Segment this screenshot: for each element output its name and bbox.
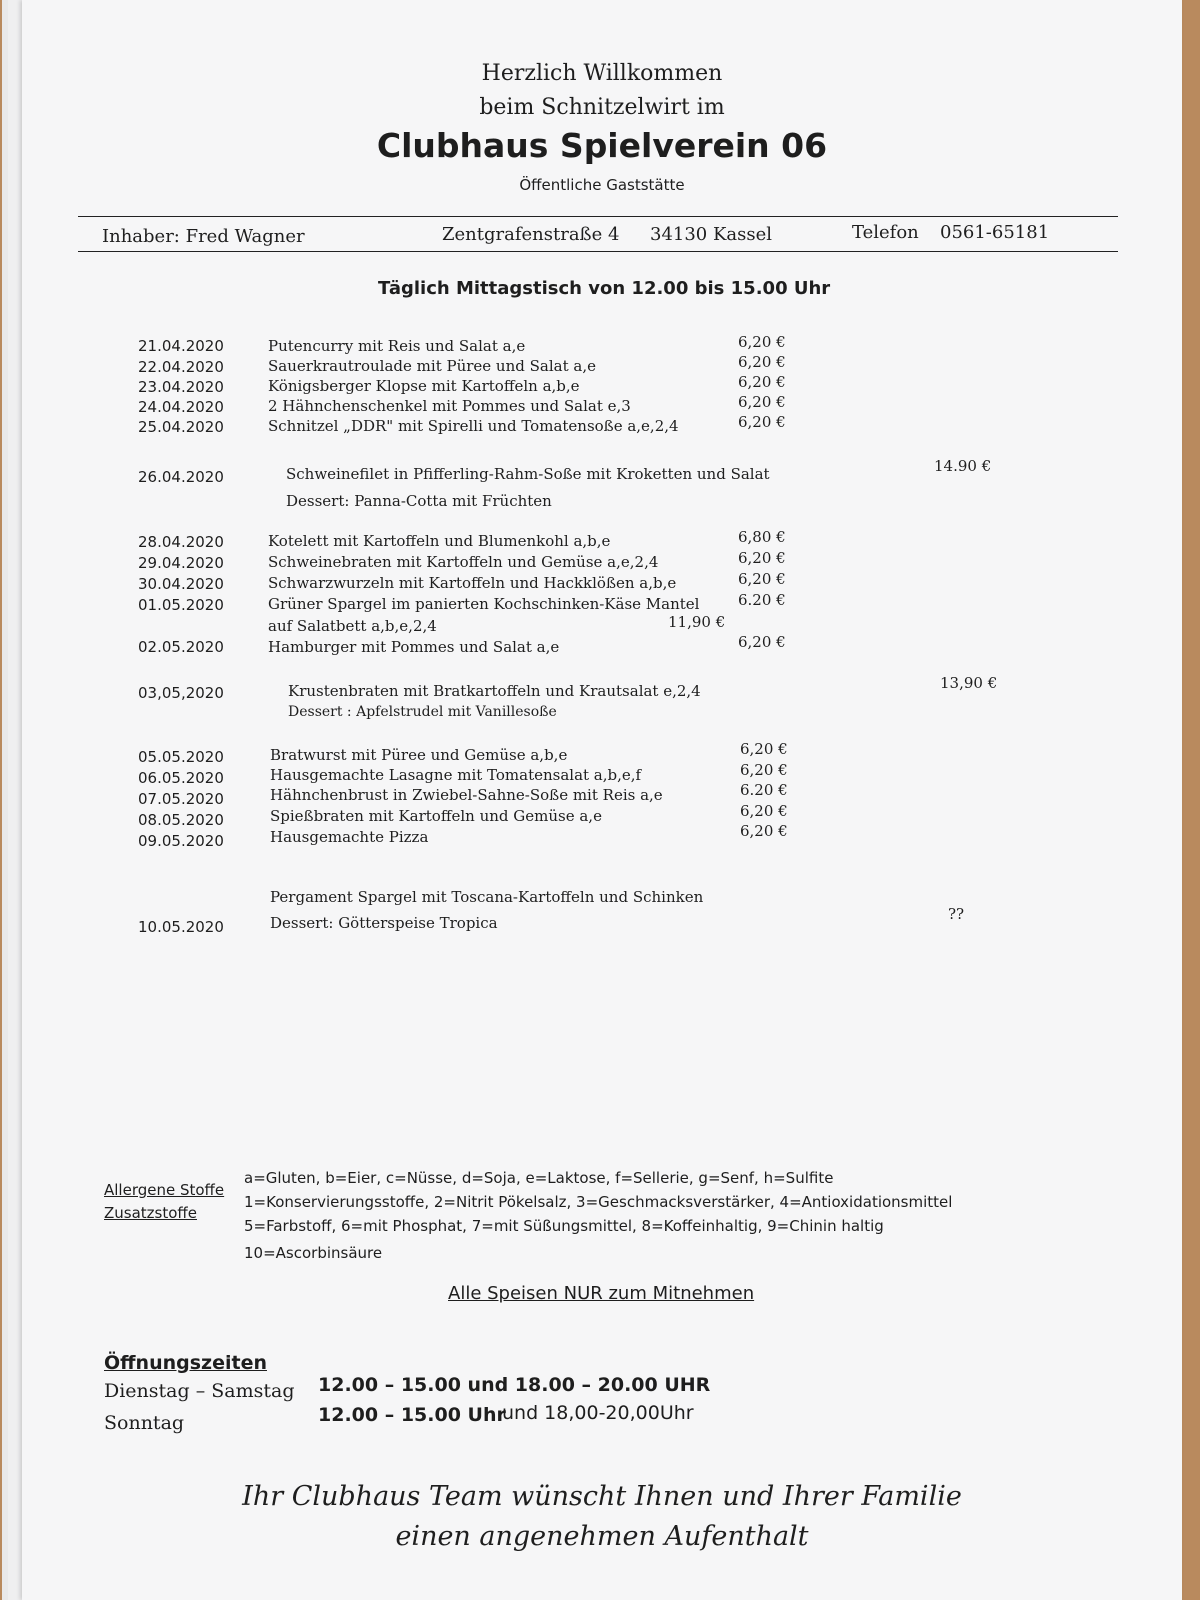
- special-date: 26.04.2020: [138, 468, 224, 486]
- menu-dish-continued: auf Salatbett a,b,e,2,4: [268, 617, 437, 635]
- city: 34130 Kassel: [650, 224, 773, 245]
- additive-list-2: 5=Farbstoff, 6=mit Phosphat, 7=mit Süßungsmittel, 8=Koffeinhaltig, 9=Chinin haltig: [244, 1217, 884, 1235]
- takeaway-note: Alle Speisen NUR zum Mitnehmen: [448, 1283, 755, 1304]
- menu-price: 6,20 €: [740, 822, 788, 840]
- menu-date: 30.04.2020: [138, 575, 224, 593]
- hours-sunday-time-extra: und 18,00-20,00Uhr: [502, 1402, 694, 1424]
- menu-price: 6,20 €: [738, 413, 786, 431]
- hours-sunday-label: Sonntag: [104, 1412, 185, 1434]
- menu-date: 23.04.2020: [138, 378, 224, 396]
- welcome-line-2: beim Schnitzelwirt im: [479, 95, 725, 120]
- menu-dish: Schnitzel „DDR" mit Spirelli und Tomatensoße a,e,2,4: [268, 417, 679, 435]
- phone-label: Telefon: [852, 222, 919, 243]
- menu-dish: 2 Hähnchenschenkel mit Pommes und Salat e,3: [268, 397, 631, 415]
- allergen-list: a=Gluten, b=Eier, c=Nüsse, d=Soja, e=Laktose, f=Sellerie, g=Senf, h=Sulfite: [244, 1169, 834, 1187]
- menu-price: 6,80 €: [738, 528, 786, 546]
- menu-price: 6,20 €: [738, 549, 786, 567]
- menu-date: 21.04.2020: [138, 337, 224, 355]
- menu-page: [22, 0, 1182, 1600]
- menu-price: 6,20 €: [740, 802, 788, 820]
- subtitle: Öffentliche Gaststätte: [519, 176, 685, 194]
- hours-weekday-time: 12.00 – 15.00 und 18.00 – 20.00 UHR: [318, 1374, 711, 1396]
- additive-list-1: 1=Konservierungsstoffe, 2=Nitrit Pökelsalz, 3=Geschmacksverstärker, 4=Antioxidationsmittel: [244, 1193, 953, 1211]
- closing-line-2: einen angenehmen Aufenthalt: [395, 1521, 809, 1552]
- special-price: 14.90 €: [934, 457, 992, 475]
- menu-dish: Grüner Spargel im panierten Kochschinken-Käse Mantel: [268, 595, 700, 613]
- menu-dish: Schwarzwurzeln mit Kartoffeln und Hackklößen a,b,e: [268, 574, 677, 592]
- menu-date: 22.04.2020: [138, 358, 224, 376]
- menu-date: 02.05.2020: [138, 638, 224, 656]
- additive-label: Zusatzstoffe: [104, 1204, 197, 1222]
- lunch-title: Täglich Mittagstisch von 12.00 bis 15.00 Uhr: [378, 278, 831, 299]
- special-dessert: Dessert : Apfelstrudel mit Vanillesoße: [288, 704, 557, 720]
- menu-date: 07.05.2020: [138, 790, 224, 808]
- menu-price: 6,20 €: [738, 570, 786, 588]
- menu-date: 28.04.2020: [138, 533, 224, 551]
- special-dish: Krustenbraten mit Bratkartoffeln und Krautsalat e,2,4: [288, 682, 701, 700]
- menu-dish: Königsberger Klopse mit Kartoffeln a,b,e: [268, 377, 580, 395]
- hours-weekday-label: Dienstag – Samstag: [104, 1380, 295, 1402]
- additive-list-3: 10=Ascorbinsäure: [244, 1244, 383, 1262]
- menu-dish: Hähnchenbrust in Zwiebel-Sahne-Soße mit Reis a,e: [270, 786, 663, 804]
- menu-price: 6,20 €: [738, 393, 786, 411]
- menu-date: 29.04.2020: [138, 554, 224, 572]
- allergen-label: Allergene Stoffe: [104, 1181, 225, 1199]
- special-dessert: Dessert: Götterspeise Tropica: [270, 914, 498, 932]
- menu-price: 6,20 €: [738, 373, 786, 391]
- menu-date: 01.05.2020: [138, 596, 224, 614]
- menu-price: 11,90 €: [668, 613, 726, 631]
- menu-price: 6,20 €: [738, 333, 786, 351]
- menu-date: 24.04.2020: [138, 398, 224, 416]
- menu-price: 6.20 €: [740, 781, 788, 799]
- menu-dish: Spießbraten mit Kartoffeln und Gemüse a,e: [270, 807, 602, 825]
- special-dish: Schweinefilet in Pfifferling-Rahm-Soße mit Kroketten und Salat: [286, 465, 770, 483]
- street: Zentgrafenstraße 4: [442, 224, 620, 245]
- hours-sunday-time: 12.00 – 15.00 Uhr: [318, 1404, 506, 1426]
- menu-price: 6.20 €: [738, 591, 786, 609]
- club-name: Clubhaus Spielverein 06: [376, 126, 828, 165]
- rule-top: [78, 216, 1118, 217]
- closing-line-1: Ihr Clubhaus Team wünscht Ihnen und Ihrer Familie: [242, 1481, 962, 1512]
- menu-price: 6,20 €: [738, 353, 786, 371]
- rule-bottom: [78, 251, 1118, 252]
- menu-price: 6,20 €: [740, 761, 788, 779]
- welcome-line-1: Herzlich Willkommen: [481, 61, 723, 86]
- menu-date: 08.05.2020: [138, 811, 224, 829]
- special-date: 10.05.2020: [138, 918, 224, 936]
- menu-dish: Schweinebraten mit Kartoffeln und Gemüse a,e,2,4: [268, 553, 659, 571]
- menu-dish: Hausgemachte Lasagne mit Tomatensalat a,b,e,f: [270, 766, 642, 784]
- menu-dish: Hausgemachte Pizza: [270, 828, 429, 846]
- special-price: 13,90 €: [940, 674, 998, 692]
- menu-dish: Bratwurst mit Püree und Gemüse a,b,e: [270, 746, 568, 764]
- owner: Inhaber: Fred Wagner: [102, 226, 305, 247]
- menu-date: 25.04.2020: [138, 418, 224, 436]
- phone-number: 0561-65181: [940, 222, 1050, 243]
- menu-dish: Sauerkrautroulade mit Püree und Salat a,e: [268, 357, 596, 375]
- special-dish: Pergament Spargel mit Toscana-Kartoffeln und Schinken: [270, 888, 704, 906]
- menu-dish: Hamburger mit Pommes und Salat a,e: [268, 638, 560, 656]
- menu-date: 05.05.2020: [138, 748, 224, 766]
- special-price: ??: [948, 905, 965, 923]
- menu-dish: Putencurry mit Reis und Salat a,e: [268, 337, 526, 355]
- special-date: 03,05,2020: [138, 684, 224, 702]
- hours-title: Öffnungszeiten: [104, 1352, 267, 1374]
- special-dessert: Dessert: Panna-Cotta mit Früchten: [286, 492, 552, 510]
- menu-price: 6,20 €: [738, 633, 786, 651]
- menu-date: 09.05.2020: [138, 832, 224, 850]
- menu-date: 06.05.2020: [138, 769, 224, 787]
- menu-dish: Kotelett mit Kartoffeln und Blumenkohl a,b,e: [268, 532, 611, 550]
- menu-price: 6,20 €: [740, 740, 788, 758]
